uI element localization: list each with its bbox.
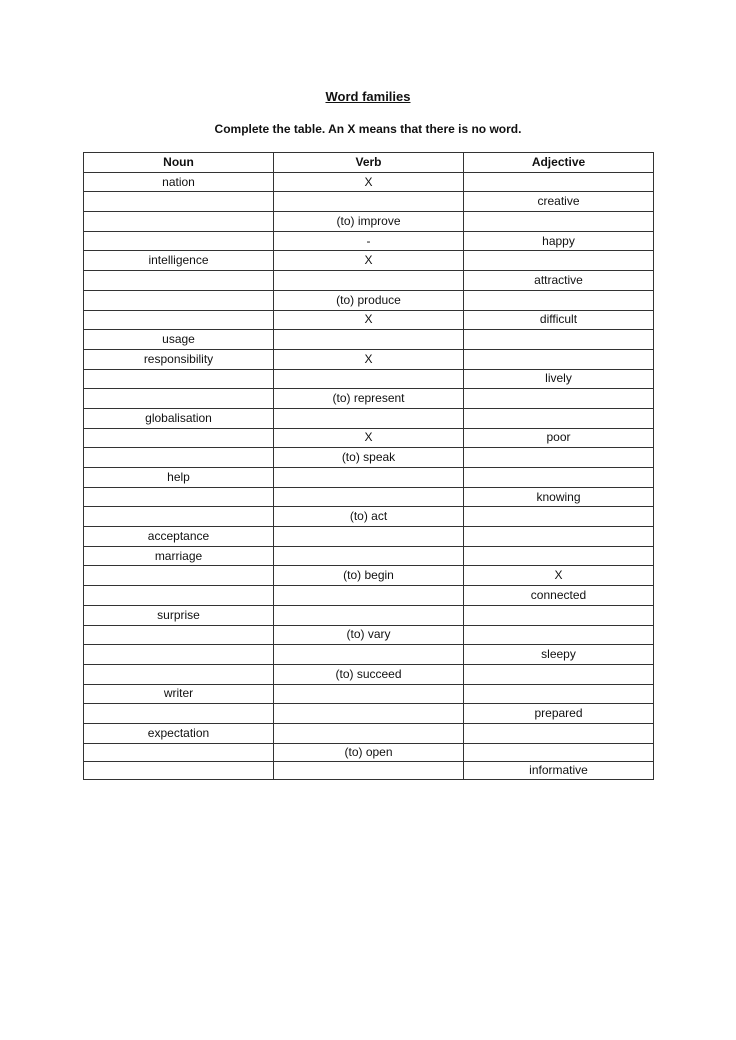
verb-cell xyxy=(274,192,464,212)
noun-cell: intelligence xyxy=(84,251,274,271)
noun-cell xyxy=(84,645,274,665)
table-row xyxy=(84,468,654,488)
verb-cell xyxy=(274,761,464,779)
verb-cell xyxy=(274,704,464,724)
table-row xyxy=(84,408,654,428)
adjective-cell xyxy=(464,664,654,684)
noun-cell xyxy=(84,704,274,724)
table-body xyxy=(84,172,654,779)
table-row xyxy=(84,448,654,468)
table-row xyxy=(84,369,654,389)
header-noun: Noun xyxy=(84,153,274,173)
table-row xyxy=(84,507,654,527)
noun-cell: acceptance xyxy=(84,527,274,547)
adjective-cell xyxy=(464,507,654,527)
table-header-row xyxy=(84,153,654,173)
noun-cell xyxy=(84,290,274,310)
adjective-cell xyxy=(464,546,654,566)
adjective-cell xyxy=(464,605,654,625)
adjective-cell xyxy=(464,448,654,468)
noun-cell xyxy=(84,743,274,761)
verb-cell: (to) produce xyxy=(274,290,464,310)
table-row xyxy=(84,212,654,232)
table-row xyxy=(84,389,654,409)
adjective-cell xyxy=(464,251,654,271)
table-row xyxy=(84,761,654,779)
verb-cell xyxy=(274,684,464,704)
noun-cell: usage xyxy=(84,330,274,350)
adjective-cell: difficult xyxy=(464,310,654,330)
noun-cell xyxy=(84,625,274,645)
adjective-cell xyxy=(464,389,654,409)
verb-cell xyxy=(274,408,464,428)
verb-cell xyxy=(274,586,464,606)
table-row xyxy=(84,192,654,212)
verb-cell xyxy=(274,369,464,389)
verb-cell: X xyxy=(274,349,464,369)
noun-cell xyxy=(84,192,274,212)
noun-cell: nation xyxy=(84,172,274,192)
verb-cell: (to) begin xyxy=(274,566,464,586)
adjective-cell: sleepy xyxy=(464,645,654,665)
verb-cell: (to) act xyxy=(274,507,464,527)
noun-cell xyxy=(84,271,274,291)
page-title: Word families xyxy=(325,89,411,104)
header-adjective: Adjective xyxy=(464,153,654,173)
adjective-cell xyxy=(464,330,654,350)
table-row xyxy=(84,428,654,448)
table-row xyxy=(84,625,654,645)
adjective-cell xyxy=(464,212,654,232)
verb-cell: (to) improve xyxy=(274,212,464,232)
verb-cell: X xyxy=(274,310,464,330)
table-row xyxy=(84,684,654,704)
adjective-cell xyxy=(464,527,654,547)
adjective-cell: poor xyxy=(464,428,654,448)
adjective-cell xyxy=(464,172,654,192)
noun-cell xyxy=(84,566,274,586)
verb-cell: (to) open xyxy=(274,743,464,761)
table-row xyxy=(84,566,654,586)
table-row xyxy=(84,271,654,291)
adjective-cell: knowing xyxy=(464,487,654,507)
noun-cell xyxy=(84,212,274,232)
adjective-cell xyxy=(464,743,654,761)
table-row xyxy=(84,743,654,761)
adjective-cell xyxy=(464,468,654,488)
noun-cell: surprise xyxy=(84,605,274,625)
verb-cell xyxy=(274,271,464,291)
noun-cell: expectation xyxy=(84,723,274,743)
table-row xyxy=(84,290,654,310)
table-row xyxy=(84,310,654,330)
noun-cell: marriage xyxy=(84,546,274,566)
verb-cell: X xyxy=(274,172,464,192)
table-row xyxy=(84,586,654,606)
verb-cell xyxy=(274,645,464,665)
noun-cell xyxy=(84,586,274,606)
adjective-cell: attractive xyxy=(464,271,654,291)
adjective-cell xyxy=(464,349,654,369)
noun-cell xyxy=(84,428,274,448)
adjective-cell: informative xyxy=(464,761,654,779)
table-row xyxy=(84,704,654,724)
adjective-cell: lively xyxy=(464,369,654,389)
noun-cell: globalisation xyxy=(84,408,274,428)
verb-cell xyxy=(274,468,464,488)
verb-cell xyxy=(274,487,464,507)
table-row xyxy=(84,172,654,192)
noun-cell: help xyxy=(84,468,274,488)
header-verb: Verb xyxy=(274,153,464,173)
adjective-cell: happy xyxy=(464,231,654,251)
noun-cell: responsibility xyxy=(84,349,274,369)
noun-cell xyxy=(84,487,274,507)
noun-cell xyxy=(84,231,274,251)
verb-cell: - xyxy=(274,231,464,251)
verb-cell: (to) vary xyxy=(274,625,464,645)
verb-cell: (to) speak xyxy=(274,448,464,468)
verb-cell xyxy=(274,605,464,625)
noun-cell xyxy=(84,310,274,330)
verb-cell: X xyxy=(274,428,464,448)
noun-cell xyxy=(84,761,274,779)
table-row xyxy=(84,330,654,350)
verb-cell: (to) represent xyxy=(274,389,464,409)
verb-cell: (to) succeed xyxy=(274,664,464,684)
table-row xyxy=(84,349,654,369)
adjective-cell: X xyxy=(464,566,654,586)
table-row xyxy=(84,251,654,271)
table-row xyxy=(84,605,654,625)
table-row xyxy=(84,723,654,743)
table-row xyxy=(84,546,654,566)
adjective-cell xyxy=(464,684,654,704)
adjective-cell: prepared xyxy=(464,704,654,724)
noun-cell: writer xyxy=(84,684,274,704)
adjective-cell xyxy=(464,408,654,428)
noun-cell xyxy=(84,389,274,409)
table-row xyxy=(84,487,654,507)
instructions-text: Complete the table. An X means that there is no word. xyxy=(214,122,522,136)
adjective-cell: creative xyxy=(464,192,654,212)
verb-cell xyxy=(274,546,464,566)
verb-cell xyxy=(274,330,464,350)
noun-cell xyxy=(84,369,274,389)
table-row xyxy=(84,645,654,665)
adjective-cell xyxy=(464,290,654,310)
verb-cell xyxy=(274,723,464,743)
table-row xyxy=(84,664,654,684)
noun-cell xyxy=(84,664,274,684)
noun-cell xyxy=(84,507,274,527)
word-families-table xyxy=(83,152,654,780)
table-row xyxy=(84,231,654,251)
adjective-cell xyxy=(464,723,654,743)
table-row xyxy=(84,527,654,547)
adjective-cell: connected xyxy=(464,586,654,606)
verb-cell: X xyxy=(274,251,464,271)
noun-cell xyxy=(84,448,274,468)
verb-cell xyxy=(274,527,464,547)
adjective-cell xyxy=(464,625,654,645)
